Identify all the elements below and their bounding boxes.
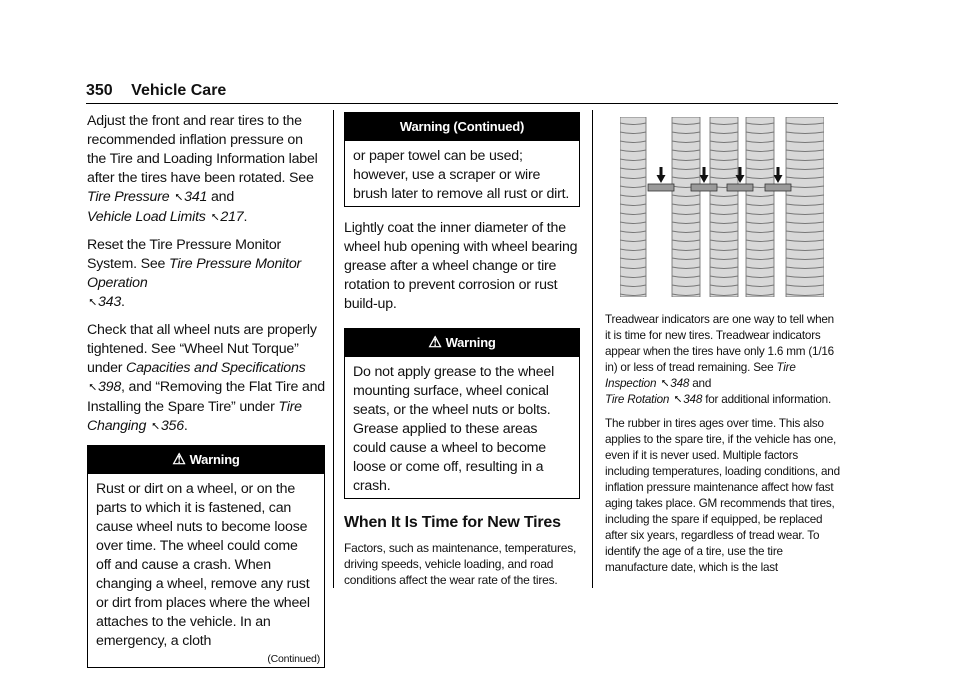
column-2 — [344, 112, 580, 596]
tread-rib — [620, 117, 646, 297]
tread-wear-bar — [691, 184, 717, 191]
header-rule — [86, 103, 838, 104]
page-link[interactable]: 348 — [683, 393, 703, 406]
tread-wear-bar — [727, 184, 753, 191]
paragraph: Lightly coat the inner diameter of the wheel hub opening with wheel bearing grease after a wheel change or tire rotation to prevent corrosion or rust build-up. — [344, 220, 578, 312]
warning-body: Rust or dirt on a wheel, or on the parts to which it is fastened, can cause wheel nuts to become loose over time. The wheel could come off and cause a crash. When changing a wheel, remove any rust or dirt from places where the wheel attaches to the vehicle. In an emergency, a cloth — [96, 481, 310, 649]
tread-rib — [710, 117, 738, 297]
page-ref-icon: ⭦ — [211, 212, 219, 224]
warning-box-continued — [344, 112, 580, 207]
paragraph: Factors, such as maintenance, temperatures, driving speeds, vehicle loading, and road conditions affect the wear rate of the tires. — [344, 541, 577, 587]
indicator-arrow-icon — [657, 167, 666, 183]
page-header — [86, 82, 838, 104]
section-title: Vehicle Care — [131, 82, 227, 99]
section-heading: When It Is Time for New Tires — [344, 514, 561, 531]
warning-triangle-icon: ⚠ — [428, 334, 442, 351]
page-link[interactable]: 343 — [97, 294, 122, 310]
tread-wear-bar — [648, 184, 674, 191]
treadwear-indicator-illustration — [620, 117, 824, 297]
page-ref-icon: ⭦ — [151, 421, 159, 433]
page-ref-icon: ⭦ — [175, 192, 183, 204]
warning-header: ⚠ Warning — [345, 329, 579, 357]
warning-header: Warning (Continued) — [345, 113, 579, 141]
indicator-arrow-icon — [774, 167, 783, 183]
paragraph: The rubber in tires ages over time. This also applies to the spare tire, if the vehicle has one, even if it is never used. Multiple factors including temperatures, loading conditions, and inflation pressure maintenance affect how fast aging takes place. GM recommends that tires, including the spare if equipped, be replaced after six years, regardless of tread wear. To identify the age of a tire, use the tire manufacture date, which is the last — [605, 417, 840, 574]
page-ref-icon: ⭦ — [661, 378, 669, 390]
indicator-arrow-icon — [700, 167, 709, 183]
page-link[interactable]: 356 — [160, 418, 184, 434]
paragraph: Reset the Tire Pressure Monitor System. See Tire Pressure Monitor Operation ⭦ 343. — [87, 237, 302, 310]
warning-box — [87, 445, 325, 668]
page-ref-icon: ⭦ — [89, 297, 96, 309]
tread-rib — [786, 117, 824, 297]
paragraph: Treadwear indicators are one way to tell when it is time for new tires. Treadwear indicators appear when the tires have only 1.6 mm (1/16 in) or less of tread remaining. See Tire Inspection ⭦ 348 and Tire Rotation ⭦ 348 for additional information. — [605, 313, 834, 406]
page-number: 350 — [86, 82, 113, 99]
paragraph: Adjust the front and rear tires to the recommended inflation pressure on the Tire and Loading Information label after the tires have been rotated. See Tire Pressure ⭦ 341 and Vehicle Load Limits ⭦ 217. — [87, 113, 318, 225]
warning-header: ⚠ Warning — [88, 446, 324, 474]
warning-body: Do not apply grease to the wheel mounting surface, wheel conical seats, or the wheel nuts or bolts. Grease applied to these areas could cause a wheel to become loose or come off, resulting in a crash. — [353, 364, 555, 494]
column-divider — [333, 110, 334, 588]
column-divider — [592, 110, 593, 588]
page-ref-icon: ⭦ — [674, 394, 682, 406]
page-ref-icon: ⭦ — [89, 382, 96, 394]
tread-wear-bar — [765, 184, 791, 191]
page-link[interactable]: 217 — [220, 209, 244, 225]
page-link[interactable]: 348 — [670, 377, 690, 390]
paragraph: Check that all wheel nuts are properly tightened. See “Wheel Nut Torque” under Capacities and Specifications ⭦ 398, and “Removing the Flat Tire and Installing the Spare Tire” under Tire Changing ⭦ 356. — [87, 322, 325, 434]
column-1 — [87, 112, 325, 668]
tread-rib — [746, 117, 774, 297]
warning-box — [344, 328, 580, 499]
page-link[interactable]: 341 — [184, 189, 208, 205]
warning-triangle-icon: ⚠ — [172, 451, 186, 468]
warning-body: or paper towel can be used; however, use a scraper or wire brush later to remove all rust or dirt. — [353, 148, 570, 202]
continued-label: (Continued) — [267, 653, 320, 665]
page-link[interactable]: 398 — [97, 379, 122, 395]
tread-rib — [672, 117, 700, 297]
column-3 — [605, 312, 841, 584]
